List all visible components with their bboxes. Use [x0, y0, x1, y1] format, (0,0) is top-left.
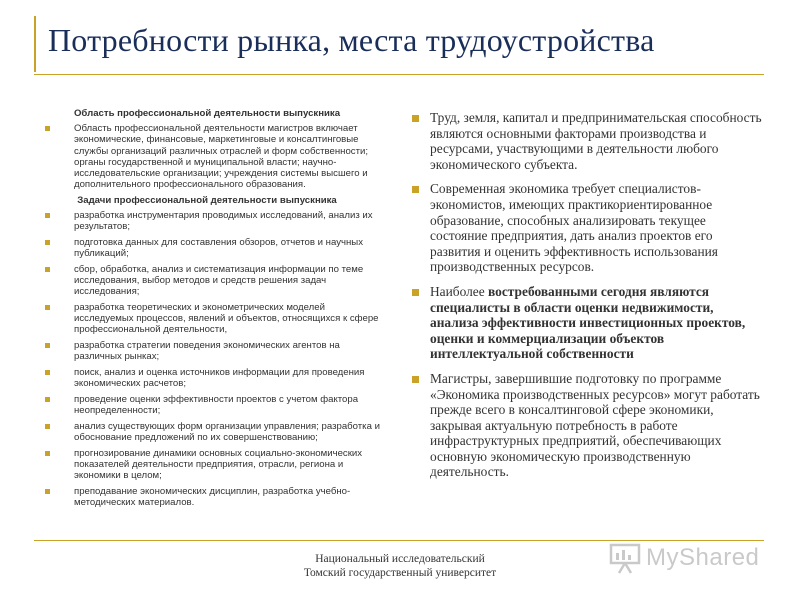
- title-accent-bar: [34, 16, 36, 72]
- footer: [200, 552, 600, 580]
- list-item: [34, 421, 380, 443]
- list-item-bold-text: востребованными сегодня являются специалисты в области оценки недвижимости, анализа эффективности инвестиционных проектов, оценки и коммерциализации объектов интеллектуальной собственности: [430, 283, 746, 362]
- list-item-text: прогнозирование динамики основных социально-экономических показателей деятельности предприятия, отрасли, региона и экономики в целом;: [74, 447, 363, 482]
- square-bullet-icon: [45, 397, 50, 402]
- square-bullet-icon: [45, 451, 50, 456]
- left-column: [34, 108, 380, 513]
- title-divider: [34, 74, 764, 75]
- right-column: [408, 110, 764, 489]
- square-bullet-icon: [45, 213, 50, 218]
- left-heading-tasks: Задачи профессиональной деятельности выпускника: [77, 194, 337, 206]
- list-item: [34, 264, 380, 298]
- list-item: [408, 110, 764, 172]
- list-item: [34, 486, 380, 508]
- square-bullet-icon: [45, 424, 50, 429]
- list-item-prefix: Наиболее: [430, 283, 489, 299]
- square-bullet-icon: [45, 343, 50, 348]
- watermark: [608, 538, 778, 578]
- market-needs-list: [408, 110, 764, 480]
- list-item-text: подготовка данных для составления обзоров, отчетов и научных публикаций;: [74, 237, 363, 260]
- tasks-list: [34, 210, 380, 508]
- list-item: [34, 340, 380, 362]
- list-item-text: проведение оценки эффективности проектов с учетом фактора неопределенности;: [74, 393, 359, 417]
- list-item: [34, 448, 380, 482]
- square-bullet-icon: [412, 186, 419, 193]
- list-item-text: Труд, земля, капитал и предпринимательская способность являются основными факторами производства и ресурсами, участвующими в деятельности любого экономического субъекта.: [430, 110, 762, 172]
- list-item: [408, 284, 764, 362]
- list-item: [408, 371, 764, 480]
- list-item-text: разработка стратегии поведения экономических агентов на различных рынках;: [74, 340, 340, 363]
- slide-title: Потребности рынка, места трудоустройства: [48, 22, 655, 58]
- list-item-text: преподавание экономических дисциплин, разработка учебно- методических материалов.: [74, 485, 351, 509]
- list-item-text: Современная экономика требует специалистов-экономистов, имеющих практикориентированное образование, способных анализировать текущее состояние предприятия, дать анализ проектов его развития и оценить эффективность использования производственных ресурсов.: [430, 181, 718, 275]
- list-item-text: разработка теоретических и эконометрических моделей исследуемых процессов, явлений и объектов, относящихся к сфере профессиональной деятельности,: [74, 302, 379, 336]
- square-bullet-icon: [45, 305, 50, 310]
- list-item: [34, 123, 380, 190]
- square-bullet-icon: [45, 267, 50, 272]
- square-bullet-icon: [45, 240, 50, 245]
- list-item: [34, 210, 380, 232]
- list-item-text: поиск, анализ и оценка источников информации для проведения экономических расчетов;: [74, 367, 365, 390]
- list-item: [34, 367, 380, 389]
- footer-line-1: Национальный исследовательский: [315, 553, 485, 565]
- square-bullet-icon: [45, 370, 50, 375]
- presentation-board-icon: [608, 541, 642, 575]
- list-item-text: разработка инструментария проводимых исследований, анализ их результатов;: [74, 210, 373, 233]
- square-bullet-icon: [412, 376, 419, 383]
- list-item-text: Магистры, завершившие подготовку по программе «Экономика производственных ресурсов» могут работать прежде всего в консалтинговой сфере экономики, закрывая актуальную потребность в работе инфраструктурных предприятий, обеспечивающих основную экономическую производственную деятельность.: [430, 370, 760, 480]
- list-item: [34, 237, 380, 259]
- footer-line-2: Томский государственный университет: [303, 567, 497, 579]
- list-item: [34, 302, 380, 336]
- watermark-text: MyShared: [646, 544, 760, 571]
- square-bullet-icon: [412, 289, 419, 296]
- square-bullet-icon: [412, 115, 419, 122]
- list-item-text: Область профессиональной деятельности магистров включает экономические, финансовые, маркетинговые и консалтинговые службы организаций различных отраслей и форм собственности; органы государственной и муниципальной власти; научно-исследовательские организации; учреждения системы высшего и дополнительного профессионального образования.: [74, 123, 368, 191]
- square-bullet-icon: [45, 489, 50, 494]
- list-item: [408, 181, 764, 275]
- square-bullet-icon: [45, 126, 50, 131]
- area-list: [34, 123, 380, 190]
- list-item-text: сбор, обработка, анализ и систематизация информации по теме исследования, выбор методов и средств решения задач исследования;: [74, 263, 364, 298]
- list-item: [34, 394, 380, 416]
- list-item-text: анализ существующих форм организации управления; разработка и обоснование предложений по их совершенствованию;: [74, 420, 380, 444]
- left-heading-area: Область профессиональной деятельности выпускника: [73, 108, 341, 119]
